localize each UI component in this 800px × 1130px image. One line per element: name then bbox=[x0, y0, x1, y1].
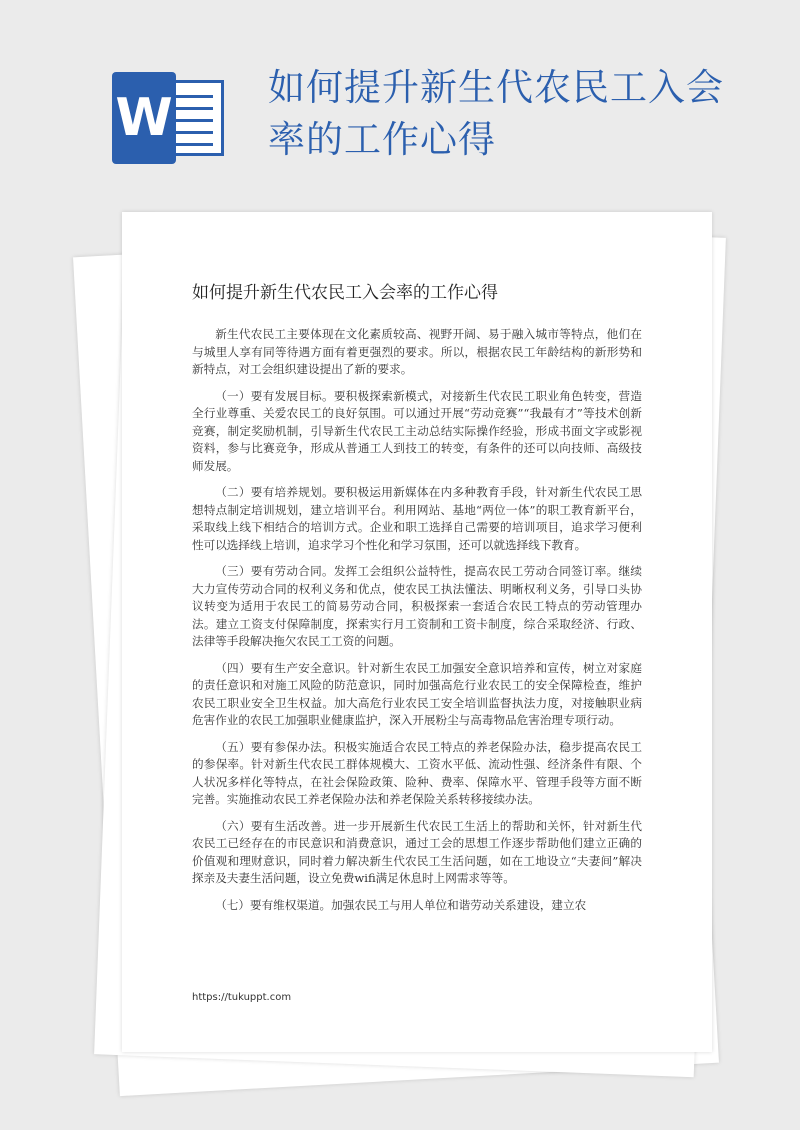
document-title: 如何提升新生代农民工入会率的工作心得 bbox=[192, 283, 498, 303]
word-letter-badge: W bbox=[112, 72, 176, 164]
footer-url: https://tukuppt.com bbox=[192, 992, 292, 1003]
paragraph-1: （一）要有发展目标。要积极探索新模式，对接新生代农民工职业角色转变，营造全行业尊重、关爱农民工的良好氛围。可以通过开展“劳动竞赛”“我最有才”等技术创新竞赛，制定奖励机制，引导新生代农民工主动总结实际操作经验，形成书面文字或影视资料，参与比赛竞争，形成从普通工人到技工的转变，有条件的还可以向技师、高级技师发展。 bbox=[192, 388, 642, 473]
word-document-icon bbox=[112, 72, 224, 164]
paragraph-2: （二）要有培养规划。要积极运用新媒体在内多种教育手段，针对新生代农民工思想特点制定培训规划，建立培训平台。利用网站、基地“两位一体”的职工教育新平台，采取线上线下相结合的培训方式。企业和职工选择自己需要的培训项目，追求学习便利性可以选择线上培训，追求学习个性化和学习氛围，还可以就选择线下教育。 bbox=[192, 485, 642, 552]
header-title: 如何提升新生代农民工入会率的工作心得 bbox=[268, 66, 724, 161]
document-body bbox=[192, 326, 642, 923]
page-header bbox=[0, 0, 800, 200]
paragraph-intro: 新生代农民工主要体现在文化素质较高、视野开阔、易于融入城市等特点，他们在与城里人享有同等待遇方面有着更强烈的要求。所以，根据农民工年龄结构的新形势和新特点，对工会组织建设提出了新的要求。 bbox=[192, 327, 642, 376]
paragraph-7: （七）要有维权渠道。加强农民工与用人单位和谐劳动关系建设，建立农 bbox=[215, 897, 587, 912]
paragraph-3: （三）要有劳动合同。发挥工会组织公益特性，提高农民工劳动合同签订率。继续大力宣传劳动合同的权利义务和优点，使农民工执法懂法、明晰权利义务，引导口头协议转变为适用于农民工的简易劳动合同，积极探索一套适合农民工特点的劳动管理办法。建立工资支付保障制度，探索实行月工资制和工资卡制度，综合采取经济、行政、法律等手段解决拖欠农民工工资的问题。 bbox=[192, 564, 642, 648]
document-page bbox=[122, 212, 712, 1052]
paragraph-6: （六）要有生活改善。进一步开展新生代农民工生活上的帮助和关怀，针对新生代农民工已经存在的市民意识和消费意识，通过工会的思想工作逐步帮助他们建立正确的价值观和理财意识，同时着力解决新生代农民工生活问题，如在工地设立“夫妻间”解决探亲及夫妻生活问题，设立免费wifi满足休息时上网需求等等。 bbox=[192, 818, 642, 885]
paragraph-4: （四）要有生产安全意识。针对新生农民工加强安全意识培养和宣传，树立对家庭的责任意识和对施工风险的防范意识，同时加强高危行业农民工的安全保障检查，维护农民工职业安全卫生权益。加大高危行业农民工安全培训监督执法力度，对接触职业病危害作业的农民工加强职业健康监护，深入开展粉尘与高毒物品危害治理专项行动。 bbox=[192, 660, 642, 727]
paragraph-5: （五）要有参保办法。积极实施适合农民工特点的养老保险办法，稳步提高农民工的参保率。针对新生代农民工群体规模大、工资水平低、流动性强、经济条件有限、个人状况多样化等特点，在社会保险政策、险种、费率、保障水平、管理手段等方面不断完善。实施推动农民工养老保险办法和养老保险关系转移接续办法。 bbox=[192, 739, 642, 806]
